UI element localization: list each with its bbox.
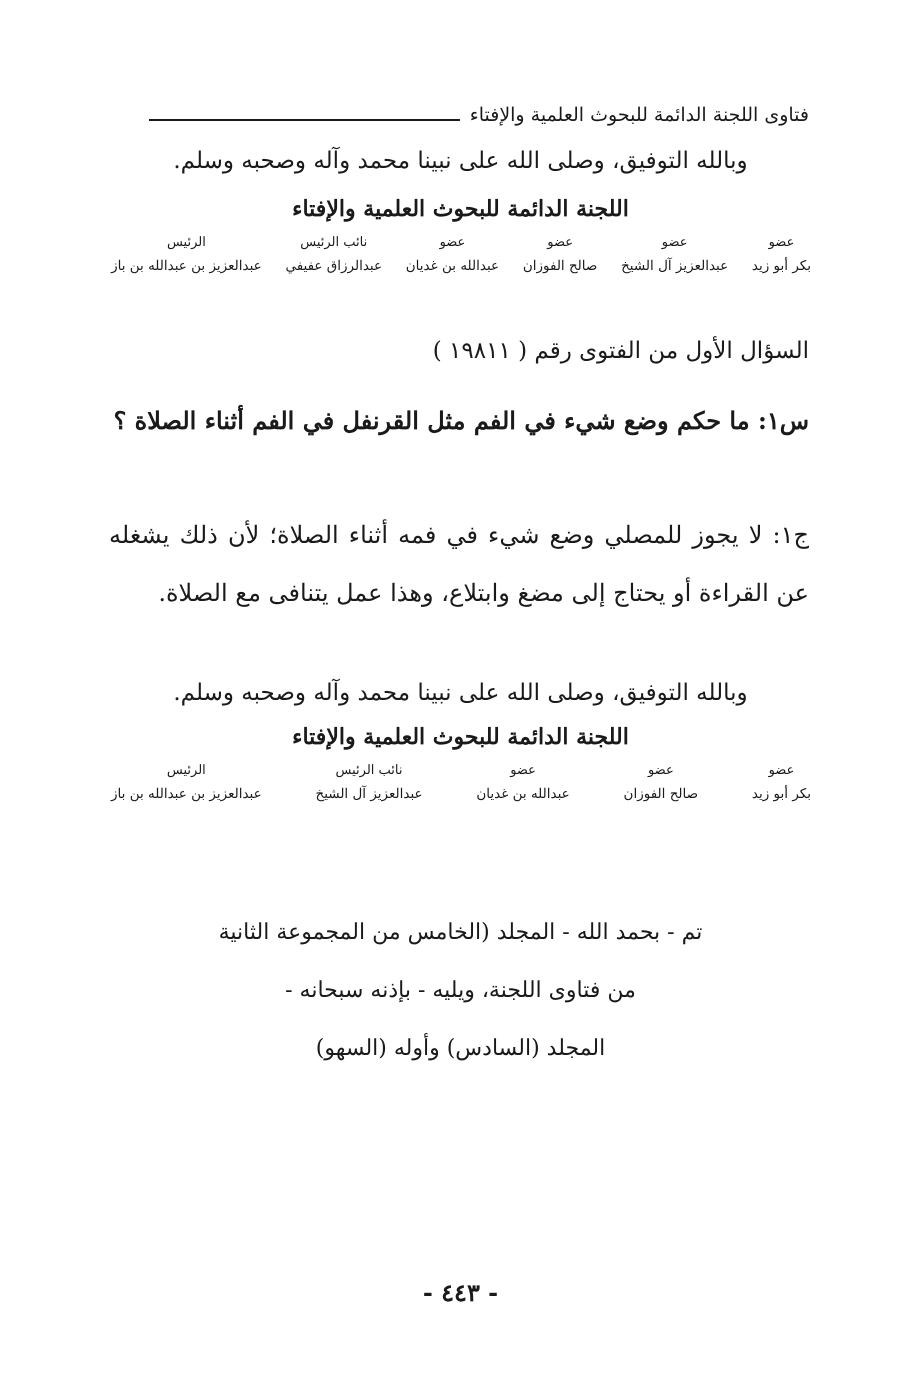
signatory-name: عبدالعزيز بن عبدالله بن باز [111, 258, 262, 274]
signatory [476, 760, 569, 806]
signatory [621, 232, 728, 278]
signatory-role: الرئيس [166, 763, 206, 778]
signatory-role: نائب الرئيس [335, 763, 403, 778]
signatory-name: صالح الفوزان [522, 258, 598, 274]
signatory [752, 232, 811, 278]
signatory-role: عضو [547, 235, 573, 250]
signatory [523, 232, 598, 278]
signatory [111, 760, 262, 806]
signatory-name: عبدالرزاق عفيفي [285, 258, 383, 274]
committee-title-1: اللجنة الدائمة للبحوث العلمية والإفتاء [292, 196, 629, 222]
signatory-name: عبدالعزيز آل الشيخ [621, 258, 729, 274]
page-number: - ٤٤٣ - [422, 1278, 499, 1307]
signatures-1 [111, 232, 811, 278]
signatory-name: عبدالله بن غديان [476, 786, 570, 802]
signatory [624, 760, 699, 806]
signatory-role: الرئيس [166, 235, 206, 250]
running-header-title: فتاوى اللجنة الدائمة للبحوث العلمية والإفتاء [469, 104, 809, 126]
completion-line-1: تم - بحمد الله - المجلد (الخامس من المجموعة الثانية [218, 920, 703, 945]
signatory [406, 232, 499, 278]
signatory-role: عضو [647, 763, 674, 778]
signatory-name: عبدالعزيز آل الشيخ [315, 786, 423, 802]
completion-line-2: من فتاوى اللجنة، ويليه - بإذنه سبحانه - [285, 978, 636, 1003]
signatory-role: عضو [768, 235, 795, 250]
signatory [111, 232, 262, 278]
signatory-role: عضو [439, 235, 466, 250]
closing-formula-2: وبالله التوفيق، وصلى الله على نبينا محمد وآله وصحبه وسلم. [173, 680, 748, 706]
closing-formula-1: وبالله التوفيق، وصلى الله على نبينا محمد وآله وصحبه وسلم. [173, 148, 748, 174]
signatory-name: عبدالعزيز بن عبدالله بن باز [111, 786, 262, 802]
signatory [285, 232, 382, 278]
fatwa-heading: السؤال الأول من الفتوى رقم ( ١٩٨١١ ) [432, 338, 809, 364]
committee-title-2: اللجنة الدائمة للبحوث العلمية والإفتاء [292, 724, 629, 750]
running-header [149, 98, 809, 132]
signatory-role: عضو [661, 235, 688, 250]
header-rule [149, 119, 460, 121]
signatory-role: نائب الرئيس [300, 235, 368, 250]
answer-text: ج١: لا يجوز للمصلي وضع شيء في فمه أثناء الصلاة؛ لأن ذلك يشغله عن القراءة أو يحتاج إلى مضغ وابتلاع، وهذا عمل يتنافى مع الصلاة. [109, 521, 809, 607]
signatory-name: عبدالله بن غديان [405, 258, 500, 274]
signatory-role: عضو [768, 763, 795, 778]
completion-line-3: المجلد (السادس) وأوله (السهو) [315, 1036, 606, 1061]
signatory [315, 760, 422, 806]
signatory-name: بكر أبو زيد [751, 258, 811, 274]
signatory [752, 760, 811, 806]
signatory-role: عضو [510, 763, 536, 778]
signatory-name: بكر أبو زيد [751, 786, 811, 802]
signatures-2 [111, 760, 811, 806]
signatory-name: صالح الفوزان [623, 786, 699, 802]
question-text: س١: ما حكم وضع شيء في الفم مثل القرنفل في الفم أثناء الصلاة ؟ [113, 406, 809, 435]
